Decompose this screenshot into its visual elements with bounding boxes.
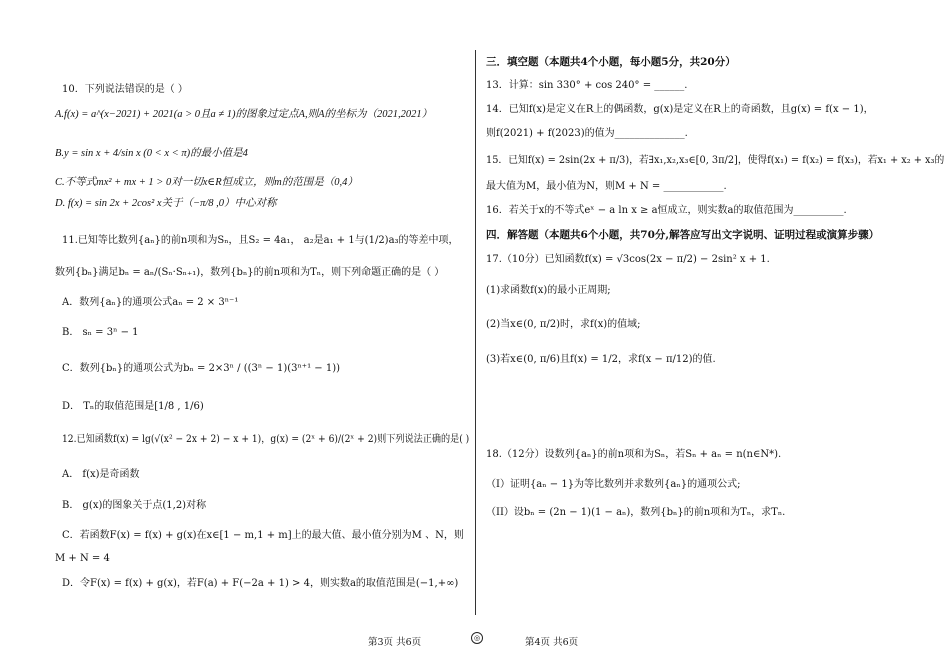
question-18-part-1: （I）证明{aₙ − 1}为等比数列并求数列{aₙ}的通项公式;: [486, 479, 741, 490]
question-18-stem: 18.（12分）设数列{aₙ}的前n项和为Sₙ，若Sₙ + aₙ = n(n∈N*).: [486, 449, 782, 460]
question-10-option-c: C.不等式mx² + mx + 1 > 0对一切x∈R恒成立，则m的范围是（0,4）: [55, 177, 358, 188]
question-10-option-a: A.f(x) = a^(x−2021) + 2021(a > 0且a ≠ 1)的图象过定点A,则A的坐标为（2021,2021）: [55, 109, 433, 120]
question-12-option-c-line1: C．若函数F(x) = f(x) + g(x)在x∈[1 − m,1 + m]上的最大值、最小值分别为M 、N，则: [62, 530, 464, 541]
question-17-part-2: (2)当x∈(0, π/2)时，求f(x)的值域;: [486, 319, 641, 330]
question-10-option-b: B.y = sin x + 4/sin x (0 < x < π)的最小值是4: [55, 148, 248, 159]
question-15-line2: 最大值为M，最小值为N，则M + N = ____________.: [486, 181, 727, 192]
question-12-option-d: D．令F(x) = f(x) + g(x)，若F(a) + F(−2a + 1) > 4，则实数a的取值范围是(−1,+∞): [62, 578, 459, 589]
column-divider: [475, 50, 476, 615]
question-12-option-a: A． f(x)是奇函数: [62, 469, 140, 480]
section-4-title: 四．解答题（本题共6个小题，共70分,解答应写出文字说明、证明过程或演算步骤）: [486, 229, 880, 241]
question-18-part-2: （II）设bₙ = (2n − 1)(1 − aₙ)，数列{bₙ}的前n项和为Tₙ，求Tₙ.: [486, 507, 786, 518]
footer-center-mark: ◎: [471, 632, 483, 644]
question-17-part-3: (3)若x∈(0, π/6)且f(x) = 1/2，求f(x − π/12)的值.: [486, 354, 716, 365]
question-11-option-b: B． sₙ = 3ⁿ − 1: [62, 327, 139, 338]
footer-right-page-number: 第4页 共6页: [525, 637, 579, 648]
question-13: 13．计算：sin 330° + cos 240° = ______.: [486, 80, 688, 91]
question-16: 16．若关于x的不等式eˣ − a ln x ≥ a恒成立，则实数a的取值范围为__________.: [486, 205, 847, 216]
question-17-part-1: (1)求函数f(x)的最小正周期;: [486, 285, 611, 296]
question-11-option-d: D． Tₙ的取值范围是[1/8 , 1/6): [62, 401, 204, 412]
question-12-stem: 12.已知函数f(x) = lg(√(x² − 2x + 2) − x + 1)，g(x) = (2ˣ + 6)/(2ˣ + 2)则下列说法正确的是( ): [62, 434, 470, 445]
question-15-line1: 15．已知f(x) = 2sin(2x + π/3)，若∃x₁,x₂,x₃∈[0, 3π/2]，使得f(x₁) = f(x₂) = f(x₃)，若x₁ + x₂ + x₃的: [486, 155, 945, 166]
question-11-stem-line2: 数列{bₙ}满足bₙ = aₙ/(Sₙ·Sₙ₊₁)，数列{bₙ}的前n项和为Tₙ，则下列命题正确的是（ ）: [55, 267, 445, 278]
question-11-stem-line1: 11.已知等比数列{aₙ}的前n项和为Sₙ，且S₂ = 4a₁， a₂是a₁ + 1与(1/2)a₃的等差中项，: [62, 235, 459, 246]
footer-left-page-number: 第3页 共6页: [368, 637, 422, 648]
question-14-line2: 则f(2021) + f(2023)的值为______________.: [486, 128, 688, 139]
question-10-option-d: D. f(x) = sin 2x + 2cos² x关于（−π/8 ,0）中心对称: [55, 198, 277, 209]
question-12-option-b: B． g(x)的图象关于点(1,2)对称: [62, 500, 207, 511]
question-17-stem: 17.（10分）已知函数f(x) = √3cos(2x − π/2) − 2sin² x + 1.: [486, 254, 770, 265]
question-11-option-c: C．数列{bₙ}的通项公式为bₙ = 2×3ⁿ / ((3ⁿ − 1)(3ⁿ⁺¹ − 1)): [62, 363, 340, 374]
question-10-stem: 10．下列说法错误的是（ ）: [62, 84, 188, 95]
question-12-option-c-line2: M + N = 4: [55, 553, 110, 564]
section-3-title: 三．填空题（本题共4个小题，每小题5分，共20分）: [486, 56, 736, 68]
question-14-line1: 14．已知f(x)是定义在R上的偶函数，g(x)是定义在R上的奇函数，且g(x) = f(x − 1)，: [486, 104, 874, 115]
question-11-option-a: A．数列{aₙ}的通项公式aₙ = 2 × 3ⁿ⁻¹: [62, 297, 239, 308]
